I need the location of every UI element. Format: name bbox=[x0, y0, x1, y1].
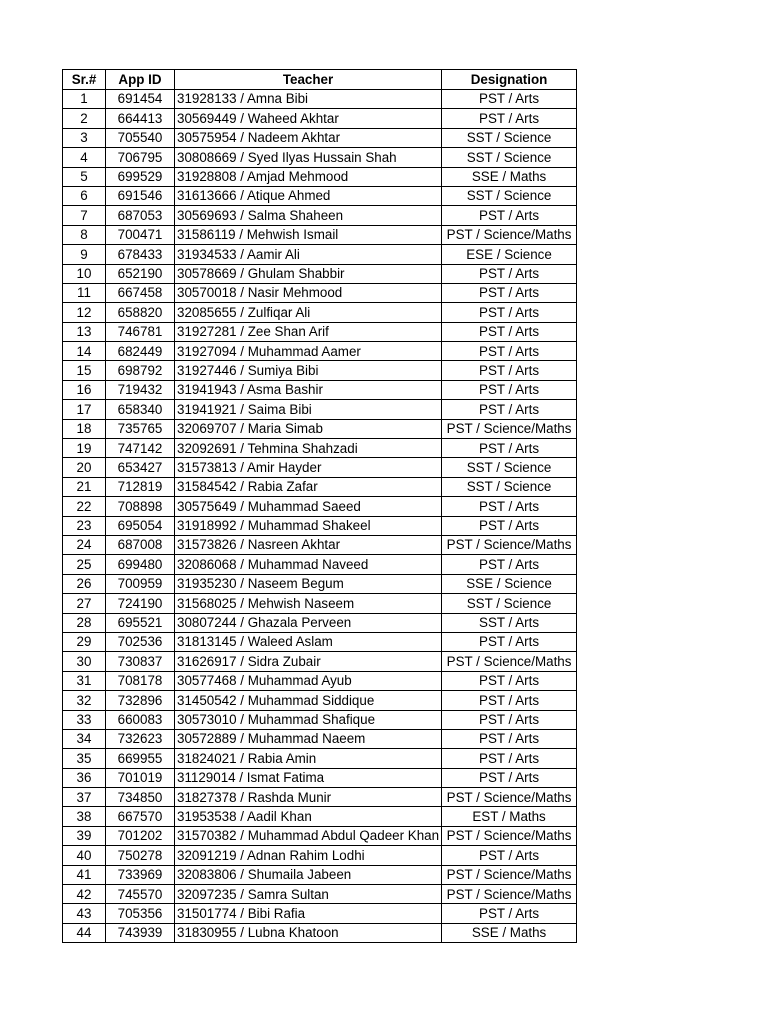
cell-designation: PST / Arts bbox=[442, 361, 577, 380]
cell-sr: 14 bbox=[63, 342, 106, 361]
cell-designation: ESE / Science bbox=[442, 245, 577, 264]
cell-designation: PST / Arts bbox=[442, 400, 577, 419]
cell-designation: PST / Arts bbox=[442, 555, 577, 574]
cell-teacher: 32069707 / Maria Simab bbox=[175, 419, 442, 438]
cell-designation: PST / Arts bbox=[442, 691, 577, 710]
cell-designation: PST / Arts bbox=[442, 303, 577, 322]
cell-app-id: 734850 bbox=[106, 788, 175, 807]
cell-app-id: 682449 bbox=[106, 342, 175, 361]
cell-app-id: 706795 bbox=[106, 148, 175, 167]
cell-teacher: 31573813 / Amir Hayder bbox=[175, 458, 442, 477]
cell-designation: PST / Science/Maths bbox=[442, 225, 577, 244]
cell-teacher: 31129014 / Ismat Fatima bbox=[175, 768, 442, 787]
cell-sr: 16 bbox=[63, 380, 106, 399]
cell-sr: 28 bbox=[63, 613, 106, 632]
cell-sr: 34 bbox=[63, 729, 106, 748]
cell-teacher: 31813145 / Waleed Aslam bbox=[175, 632, 442, 651]
table-row bbox=[63, 923, 577, 942]
cell-designation: PST / Arts bbox=[442, 283, 577, 302]
cell-sr: 27 bbox=[63, 594, 106, 613]
cell-teacher: 30578669 / Ghulam Shabbir bbox=[175, 264, 442, 283]
cell-app-id: 695521 bbox=[106, 613, 175, 632]
table-row bbox=[63, 264, 577, 283]
cell-sr: 44 bbox=[63, 923, 106, 942]
cell-designation: PST / Arts bbox=[442, 206, 577, 225]
cell-app-id: 745570 bbox=[106, 885, 175, 904]
cell-designation: PST / Arts bbox=[442, 342, 577, 361]
cell-sr: 7 bbox=[63, 206, 106, 225]
cell-app-id: 687053 bbox=[106, 206, 175, 225]
cell-app-id: 705356 bbox=[106, 904, 175, 923]
cell-teacher: 31626917 / Sidra Zubair bbox=[175, 652, 442, 671]
cell-teacher: 30570018 / Nasir Mehmood bbox=[175, 283, 442, 302]
cell-designation: SST / Science bbox=[442, 458, 577, 477]
table-row bbox=[63, 400, 577, 419]
cell-app-id: 743939 bbox=[106, 923, 175, 942]
cell-app-id: 664413 bbox=[106, 109, 175, 128]
cell-app-id: 708178 bbox=[106, 671, 175, 690]
cell-teacher: 30575954 / Nadeem Akhtar bbox=[175, 128, 442, 147]
cell-teacher: 30569449 / Waheed Akhtar bbox=[175, 109, 442, 128]
table-row bbox=[63, 826, 577, 845]
table-row bbox=[63, 904, 577, 923]
table-row bbox=[63, 225, 577, 244]
table-row bbox=[63, 148, 577, 167]
cell-teacher: 30573010 / Muhammad Shafique bbox=[175, 710, 442, 729]
cell-app-id: 712819 bbox=[106, 477, 175, 496]
cell-sr: 4 bbox=[63, 148, 106, 167]
cell-teacher: 31584542 / Rabia Zafar bbox=[175, 477, 442, 496]
cell-teacher: 31573826 / Nasreen Akhtar bbox=[175, 535, 442, 554]
table-row bbox=[63, 652, 577, 671]
cell-app-id: 698792 bbox=[106, 361, 175, 380]
cell-teacher: 31953538 / Aadil Khan bbox=[175, 807, 442, 826]
cell-teacher: 31827378 / Rashda Munir bbox=[175, 788, 442, 807]
table-row bbox=[63, 283, 577, 302]
cell-sr: 39 bbox=[63, 826, 106, 845]
cell-teacher: 31927446 / Sumiya Bibi bbox=[175, 361, 442, 380]
header-teacher: Teacher bbox=[175, 70, 442, 90]
cell-sr: 29 bbox=[63, 632, 106, 651]
cell-app-id: 702536 bbox=[106, 632, 175, 651]
cell-teacher: 31824021 / Rabia Amin bbox=[175, 749, 442, 768]
cell-app-id: 719432 bbox=[106, 380, 175, 399]
cell-designation: PST / Science/Maths bbox=[442, 788, 577, 807]
cell-designation: PST / Science/Maths bbox=[442, 419, 577, 438]
header-row bbox=[63, 70, 577, 90]
table-body bbox=[63, 90, 577, 943]
cell-designation: PST / Arts bbox=[442, 322, 577, 341]
table-row bbox=[63, 206, 577, 225]
cell-app-id: 724190 bbox=[106, 594, 175, 613]
cell-designation: PST / Arts bbox=[442, 632, 577, 651]
cell-sr: 33 bbox=[63, 710, 106, 729]
cell-app-id: 678433 bbox=[106, 245, 175, 264]
cell-app-id: 746781 bbox=[106, 322, 175, 341]
table-row bbox=[63, 555, 577, 574]
table-row bbox=[63, 380, 577, 399]
cell-designation: PST / Science/Maths bbox=[442, 885, 577, 904]
cell-app-id: 667458 bbox=[106, 283, 175, 302]
cell-app-id: 687008 bbox=[106, 535, 175, 554]
cell-sr: 12 bbox=[63, 303, 106, 322]
cell-teacher: 31927281 / Zee Shan Arif bbox=[175, 322, 442, 341]
cell-app-id: 732623 bbox=[106, 729, 175, 748]
cell-designation: SST / Science bbox=[442, 477, 577, 496]
cell-teacher: 30577468 / Muhammad Ayub bbox=[175, 671, 442, 690]
cell-designation: PST / Arts bbox=[442, 497, 577, 516]
cell-teacher: 30575649 / Muhammad Saeed bbox=[175, 497, 442, 516]
cell-designation: PST / Arts bbox=[442, 109, 577, 128]
cell-sr: 1 bbox=[63, 90, 106, 109]
cell-app-id: 695054 bbox=[106, 516, 175, 535]
cell-teacher: 31941943 / Asma Bashir bbox=[175, 380, 442, 399]
cell-teacher: 31935230 / Naseem Begum bbox=[175, 574, 442, 593]
cell-app-id: 699529 bbox=[106, 167, 175, 186]
cell-sr: 20 bbox=[63, 458, 106, 477]
table-row bbox=[63, 671, 577, 690]
cell-designation: PST / Arts bbox=[442, 749, 577, 768]
cell-app-id: 747142 bbox=[106, 439, 175, 458]
cell-designation: PST / Arts bbox=[442, 439, 577, 458]
table-row bbox=[63, 516, 577, 535]
cell-sr: 38 bbox=[63, 807, 106, 826]
cell-designation: PST / Arts bbox=[442, 264, 577, 283]
cell-app-id: 691454 bbox=[106, 90, 175, 109]
cell-designation: PST / Science/Maths bbox=[442, 826, 577, 845]
table-row bbox=[63, 109, 577, 128]
cell-designation: PST / Arts bbox=[442, 671, 577, 690]
cell-app-id: 691546 bbox=[106, 186, 175, 205]
cell-designation: SSE / Maths bbox=[442, 923, 577, 942]
cell-designation: PST / Arts bbox=[442, 846, 577, 865]
cell-sr: 15 bbox=[63, 361, 106, 380]
table-row bbox=[63, 768, 577, 787]
cell-designation: SST / Science bbox=[442, 186, 577, 205]
cell-designation: SST / Science bbox=[442, 128, 577, 147]
header-sr: Sr.# bbox=[63, 70, 106, 90]
cell-designation: PST / Arts bbox=[442, 768, 577, 787]
cell-sr: 43 bbox=[63, 904, 106, 923]
cell-sr: 24 bbox=[63, 535, 106, 554]
table-row bbox=[63, 729, 577, 748]
cell-teacher: 31830955 / Lubna Khatoon bbox=[175, 923, 442, 942]
cell-sr: 10 bbox=[63, 264, 106, 283]
table-row bbox=[63, 128, 577, 147]
cell-sr: 40 bbox=[63, 846, 106, 865]
cell-sr: 11 bbox=[63, 283, 106, 302]
table-row bbox=[63, 322, 577, 341]
cell-teacher: 32086068 / Muhammad Naveed bbox=[175, 555, 442, 574]
cell-teacher: 32083806 / Shumaila Jabeen bbox=[175, 865, 442, 884]
table-row bbox=[63, 303, 577, 322]
table-row bbox=[63, 710, 577, 729]
table-row bbox=[63, 535, 577, 554]
table-row bbox=[63, 361, 577, 380]
cell-sr: 36 bbox=[63, 768, 106, 787]
cell-teacher: 32092691 / Tehmina Shahzadi bbox=[175, 439, 442, 458]
cell-designation: PST / Arts bbox=[442, 516, 577, 535]
cell-sr: 42 bbox=[63, 885, 106, 904]
cell-teacher: 31613666 / Atique Ahmed bbox=[175, 186, 442, 205]
cell-app-id: 700471 bbox=[106, 225, 175, 244]
cell-app-id: 669955 bbox=[106, 749, 175, 768]
cell-teacher: 30807244 / Ghazala Perveen bbox=[175, 613, 442, 632]
header-designation: Designation bbox=[442, 70, 577, 90]
cell-sr: 32 bbox=[63, 691, 106, 710]
cell-teacher: 31450542 / Muhammad Siddique bbox=[175, 691, 442, 710]
cell-teacher: 31501774 / Bibi Rafia bbox=[175, 904, 442, 923]
cell-sr: 22 bbox=[63, 497, 106, 516]
cell-teacher: 31586119 / Mehwish Ismail bbox=[175, 225, 442, 244]
table-row bbox=[63, 245, 577, 264]
table-row bbox=[63, 632, 577, 651]
cell-sr: 6 bbox=[63, 186, 106, 205]
cell-teacher: 30808669 / Syed Ilyas Hussain Shah bbox=[175, 148, 442, 167]
cell-designation: PST / Arts bbox=[442, 710, 577, 729]
cell-designation: PST / Arts bbox=[442, 380, 577, 399]
cell-teacher: 32091219 / Adnan Rahim Lodhi bbox=[175, 846, 442, 865]
cell-sr: 26 bbox=[63, 574, 106, 593]
cell-sr: 2 bbox=[63, 109, 106, 128]
table-row bbox=[63, 865, 577, 884]
cell-app-id: 708898 bbox=[106, 497, 175, 516]
cell-sr: 23 bbox=[63, 516, 106, 535]
cell-app-id: 750278 bbox=[106, 846, 175, 865]
table-row bbox=[63, 497, 577, 516]
table-row bbox=[63, 458, 577, 477]
cell-app-id: 658820 bbox=[106, 303, 175, 322]
cell-teacher: 31928808 / Amjad Mehmood bbox=[175, 167, 442, 186]
cell-designation: SST / Arts bbox=[442, 613, 577, 632]
table-row bbox=[63, 574, 577, 593]
cell-designation: PST / Science/Maths bbox=[442, 535, 577, 554]
cell-teacher: 31568025 / Mehwish Naseem bbox=[175, 594, 442, 613]
table-row bbox=[63, 439, 577, 458]
cell-app-id: 699480 bbox=[106, 555, 175, 574]
cell-designation: PST / Science/Maths bbox=[442, 865, 577, 884]
cell-app-id: 667570 bbox=[106, 807, 175, 826]
cell-designation: EST / Maths bbox=[442, 807, 577, 826]
cell-teacher: 31927094 / Muhammad Aamer bbox=[175, 342, 442, 361]
cell-designation: PST / Science/Maths bbox=[442, 652, 577, 671]
cell-designation: PST / Arts bbox=[442, 904, 577, 923]
table-row bbox=[63, 749, 577, 768]
cell-teacher: 31928133 / Amna Bibi bbox=[175, 90, 442, 109]
table-row bbox=[63, 419, 577, 438]
cell-designation: SST / Science bbox=[442, 148, 577, 167]
table-row bbox=[63, 885, 577, 904]
table-row bbox=[63, 342, 577, 361]
cell-app-id: 660083 bbox=[106, 710, 175, 729]
cell-teacher: 31941921 / Saima Bibi bbox=[175, 400, 442, 419]
cell-designation: SST / Science bbox=[442, 594, 577, 613]
header-app-id: App ID bbox=[106, 70, 175, 90]
cell-app-id: 652190 bbox=[106, 264, 175, 283]
cell-sr: 17 bbox=[63, 400, 106, 419]
table-row bbox=[63, 186, 577, 205]
cell-designation: SSE / Science bbox=[442, 574, 577, 593]
cell-app-id: 733969 bbox=[106, 865, 175, 884]
cell-teacher: 31934533 / Aamir Ali bbox=[175, 245, 442, 264]
cell-sr: 19 bbox=[63, 439, 106, 458]
table-row bbox=[63, 167, 577, 186]
table-row bbox=[63, 691, 577, 710]
cell-sr: 21 bbox=[63, 477, 106, 496]
cell-sr: 41 bbox=[63, 865, 106, 884]
cell-app-id: 700959 bbox=[106, 574, 175, 593]
cell-app-id: 701202 bbox=[106, 826, 175, 845]
cell-sr: 31 bbox=[63, 671, 106, 690]
cell-sr: 18 bbox=[63, 419, 106, 438]
cell-app-id: 732896 bbox=[106, 691, 175, 710]
cell-teacher: 32085655 / Zulfiqar Ali bbox=[175, 303, 442, 322]
cell-sr: 3 bbox=[63, 128, 106, 147]
cell-app-id: 658340 bbox=[106, 400, 175, 419]
cell-app-id: 701019 bbox=[106, 768, 175, 787]
cell-teacher: 31918992 / Muhammad Shakeel bbox=[175, 516, 442, 535]
cell-sr: 13 bbox=[63, 322, 106, 341]
table-row bbox=[63, 788, 577, 807]
cell-app-id: 735765 bbox=[106, 419, 175, 438]
cell-teacher: 30569693 / Salma Shaheen bbox=[175, 206, 442, 225]
cell-designation: PST / Arts bbox=[442, 90, 577, 109]
table-row bbox=[63, 807, 577, 826]
table-row bbox=[63, 613, 577, 632]
cell-teacher: 30572889 / Muhammad Naeem bbox=[175, 729, 442, 748]
table-row bbox=[63, 477, 577, 496]
cell-sr: 5 bbox=[63, 167, 106, 186]
cell-sr: 37 bbox=[63, 788, 106, 807]
cell-app-id: 705540 bbox=[106, 128, 175, 147]
cell-sr: 9 bbox=[63, 245, 106, 264]
cell-sr: 8 bbox=[63, 225, 106, 244]
table-row bbox=[63, 846, 577, 865]
cell-sr: 30 bbox=[63, 652, 106, 671]
cell-teacher: 31570382 / Muhammad Abdul Qadeer Khan bbox=[175, 826, 442, 845]
cell-teacher: 32097235 / Samra Sultan bbox=[175, 885, 442, 904]
cell-sr: 25 bbox=[63, 555, 106, 574]
table-row bbox=[63, 594, 577, 613]
cell-sr: 35 bbox=[63, 749, 106, 768]
cell-app-id: 653427 bbox=[106, 458, 175, 477]
cell-designation: SSE / Maths bbox=[442, 167, 577, 186]
cell-app-id: 730837 bbox=[106, 652, 175, 671]
cell-designation: PST / Arts bbox=[442, 729, 577, 748]
table-row bbox=[63, 90, 577, 109]
teachers-table bbox=[62, 69, 577, 943]
